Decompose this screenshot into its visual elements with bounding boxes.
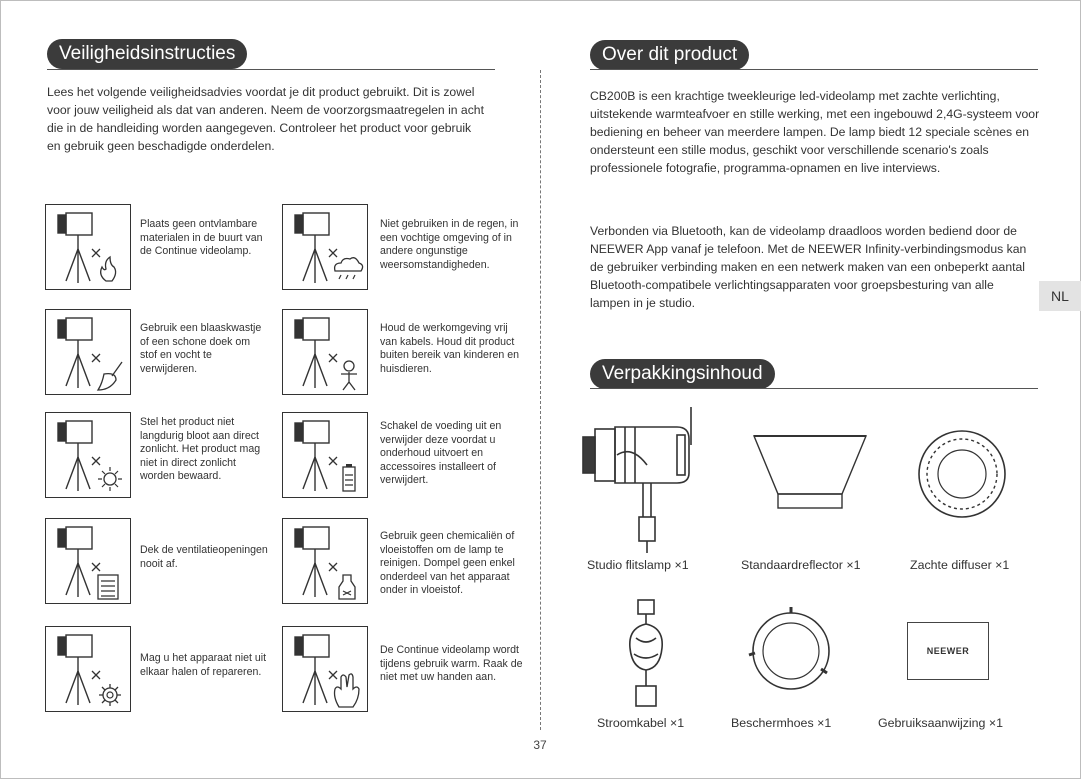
page-number: 37 (533, 738, 547, 752)
user-manual-illustration (907, 622, 989, 680)
studio-light-illustration (577, 405, 707, 555)
about-paragraph-2: Verbonden via Bluetooth, kan de videolamp draadloos worden bediend door de NEEWER App vanaf je telefoon. Met de NEEWER Infinity-verbindingsmodus kan de gebruiker verbinding maken en een netwerk maken van een onbeperkt aantal Bluetooth-compatibele verlichtingsapparaten voor groepsbesturing van alle lampen in je studio. (590, 224, 1027, 310)
package-item-label: Beschermhoes ×1 (731, 716, 832, 730)
package-item-label: Zachte diffuser ×1 (910, 558, 1010, 572)
standard-reflector-illustration (750, 430, 870, 514)
safety-title: Veiligheidsinstructies (47, 39, 247, 69)
warning-text: Houd de werkomgeving vrij van kabels. Houd dit product buiten bereik van kinderen en huisdieren. (380, 322, 519, 375)
package-item-label: Stroomkabel ×1 (597, 716, 685, 730)
brush-icon (46, 310, 130, 394)
warning-text: Niet gebruiken in de regen, in een vochtige omgeving of in andere ongunstige weersomstandigheden. (380, 218, 519, 271)
child-icon (283, 310, 367, 394)
warning-text: Schakel de voeding uit en verwijder deze voordat u onderhoud uitvoert en accessoires installeert of verwijdert. (380, 420, 502, 487)
package-item-label: Gebruiksaanwijzing ×1 (878, 716, 1004, 730)
chemical-bottle-icon (283, 519, 367, 603)
soft-diffuser-illustration (916, 428, 1008, 520)
warning-icon-tile (45, 412, 131, 498)
warning-icon-tile (282, 412, 368, 498)
power-cable-illustration (622, 598, 670, 710)
warning-icon-tile (45, 626, 131, 712)
about-paragraph-1: CB200B is een krachtige tweekleurige led-videolamp met zachte verlichting, uitstekende warmteafvoer en stille werking, met een ingebouwd 2,4G-systeem voor bediening en beheer van meerdere lampen. De lamp biedt 12 speciale scènes en ondersteunt een stille modus, geschikt voor verschillende scenario's zoals professionele fotografie, programma-opnamen en live interviews. (590, 89, 1040, 175)
gear-icon (46, 627, 130, 711)
package-item-label: Standaardreflector ×1 (741, 558, 861, 572)
warning-icon-tile (45, 309, 131, 395)
protective-cover-illustration (743, 603, 839, 699)
warning-icon-tile (282, 309, 368, 395)
safety-intro: Lees het volgende veiligheidsadvies voordat je dit product gebruikt. Dit is zowel voor jouw veiligheid als dat van anderen. Neem de voorzorgsmaatregelen in acht die in de handleiding worden aangegeven. Controleer het product voor gebruik en gebruik geen beschadigde onderdelen. (47, 85, 484, 153)
battery-icon (283, 413, 367, 497)
warning-icon-tile (282, 626, 368, 712)
vent-icon (46, 519, 130, 603)
warning-text: Plaats geen ontvlambare materialen in de buurt van de Continue videolamp. (140, 218, 263, 258)
warning-text: Stel het product niet langdurig bloot aan direct zonlicht. Het product mag niet in direct zonlicht worden bewaard. (140, 416, 261, 483)
warning-icon-tile (282, 204, 368, 290)
package-title-rule (590, 388, 1038, 389)
sun-icon (46, 413, 130, 497)
package-item-label: Studio flitslamp ×1 (587, 558, 689, 572)
warning-text: De Continue videolamp wordt tijdens gebruik warm. Raak de niet met uw handen aan. (380, 644, 523, 684)
package-title: Verpakkingsinhoud (590, 359, 775, 389)
warning-text: Dek de ventilatieopeningen nooit af. (140, 544, 268, 570)
warning-icon-tile (282, 518, 368, 604)
language-tab: NL (1039, 281, 1081, 311)
warning-text: Gebruik geen chemicaliën of vloeistoffen om de lamp te reinigen. Dompel geen enkel onderdeel van het apparaat onder in vloeistof. (380, 530, 515, 597)
column-divider (540, 70, 541, 730)
fire-icon (46, 205, 130, 289)
warning-icon-tile (45, 204, 131, 290)
rain-cloud-icon (283, 205, 367, 289)
manual-brand-text: NEEWER (926, 646, 970, 656)
safety-title-rule (47, 69, 495, 70)
about-title-rule (590, 69, 1038, 70)
warning-text: Gebruik een blaaskwastje of een schone doek om stof en vocht te verwijderen. (140, 322, 262, 375)
warning-text: Mag u het apparaat niet uit elkaar halen of repareren. (140, 652, 267, 678)
about-title: Over dit product (590, 40, 749, 70)
warning-icon-tile (45, 518, 131, 604)
hand-icon (283, 627, 367, 711)
